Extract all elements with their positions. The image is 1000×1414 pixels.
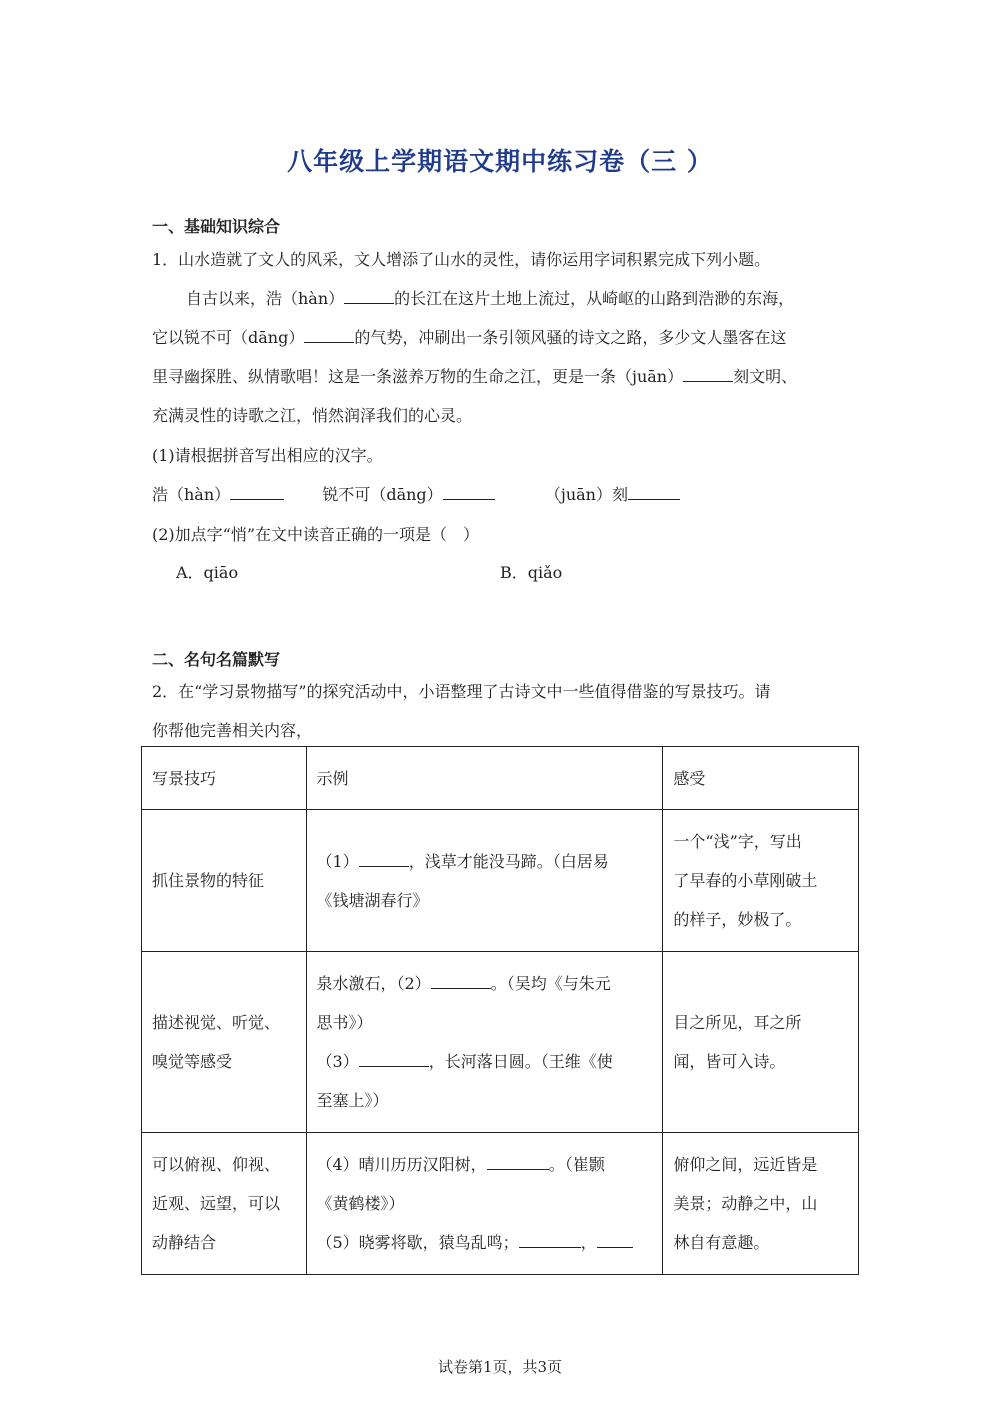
- cell-line: 闻，皆可入诗。: [673, 1052, 786, 1071]
- cell-line: 近观、远望，可以: [152, 1194, 281, 1213]
- table-row: [142, 810, 859, 952]
- writing-technique-table: [141, 746, 859, 1275]
- example-cell: [306, 810, 663, 952]
- passage-line-2: [152, 325, 842, 348]
- blank-line: [344, 289, 394, 304]
- passage-text: 的长江在这片土地上流过，从崎岖的山路到浩渺的东海，: [394, 289, 795, 308]
- sub1-item-2: 锐不可（dāng）: [322, 485, 443, 504]
- page-footer: 试卷第1页，共3页: [437, 1358, 563, 1376]
- passage-line-3: [152, 364, 842, 387]
- cell-line: 美景；动静之中，山: [673, 1194, 818, 1213]
- cell-text: （1）: [316, 851, 359, 871]
- cell-line: 至塞上》）: [316, 1091, 389, 1110]
- cell-text: ，: [580, 1233, 597, 1252]
- technique-cell: [142, 810, 307, 952]
- sub1-prompt: (1)请根据拼音写出相应的汉字。: [152, 446, 383, 465]
- section2-heading: 二、名句名篇默写: [152, 650, 281, 669]
- cell-text: ，长河落日圆。（王维《使: [428, 1052, 613, 1071]
- cell-line: 俯仰之间，远近皆是: [673, 1155, 818, 1174]
- cell-line: 抓住景物的特征: [152, 871, 265, 890]
- cell-line: [317, 1145, 653, 1184]
- answer-blank: [359, 852, 409, 867]
- cell-line: 动静结合: [152, 1233, 217, 1252]
- section1-heading: 一、基础知识综合: [152, 217, 281, 236]
- sub1-item-1: 浩（hàn）: [152, 485, 231, 504]
- header-example: 示例: [306, 747, 663, 810]
- cell-text: ，浅草才能没马蹄。（白居易: [408, 851, 609, 871]
- cell-line: 目之所见，耳之所: [673, 1013, 802, 1032]
- question2-line-1: 2．在“学习景物描写”的探究活动中，小语整理了古诗文中一些值得借鉴的写景技巧。请: [152, 682, 771, 701]
- passage-line-1: [186, 286, 876, 309]
- passage-text: 里寻幽探胜、纵情歌唱！这是一条滋养万物的生命之江，更是一条（juān）: [152, 367, 684, 386]
- cell-line: 一个“浅”字，写出: [673, 832, 802, 851]
- table-row: [142, 1133, 859, 1275]
- table-row: [142, 952, 859, 1133]
- answer-blank: [431, 974, 491, 989]
- cell-text: （4）晴川历历汉阳树，: [316, 1155, 487, 1174]
- sub1-answers: [152, 482, 680, 505]
- cell-line: 了早春的小草刚破土: [673, 871, 818, 890]
- passage-text: 的气势，冲刷出一条引领风骚的诗文之路，多少文人墨客在这: [354, 328, 787, 347]
- header-feeling: 感受: [663, 747, 859, 810]
- answer-blank: [443, 485, 495, 500]
- feeling-cell: [663, 810, 859, 952]
- page-title: 八年级上学期语文期中练习卷（三 ）: [287, 147, 713, 176]
- cell-line: 描述视觉、听觉、: [152, 1013, 281, 1032]
- cell-text: 。（崔颢: [548, 1155, 605, 1174]
- example-cell: [306, 952, 663, 1133]
- example-cell: [306, 1133, 663, 1275]
- answer-blank: [597, 1233, 633, 1248]
- sub2-prompt: (2)加点字“悄”在文中读音正确的一项是（ ）: [152, 525, 480, 544]
- blank-line: [304, 328, 354, 343]
- cell-text: 。（吴均《与朱元: [490, 974, 611, 993]
- cell-line: [317, 1042, 653, 1081]
- cell-text: （5）晓雾将歇，猿鸟乱鸣；: [316, 1233, 519, 1252]
- answer-blank: [230, 485, 284, 500]
- blank-line: [683, 367, 733, 382]
- cell-line: 林自有意趣。: [673, 1233, 770, 1252]
- answer-blank: [519, 1233, 581, 1248]
- answer-blank: [628, 485, 680, 500]
- answer-blank: [487, 1155, 549, 1170]
- question1-intro: 1．山水造就了文人的风采，文人增添了山水的灵性，请你运用字词积累完成下列小题。: [152, 250, 771, 269]
- cell-line: 《钱塘湖春行》: [316, 890, 429, 910]
- cell-line: 嗅觉等感受: [152, 1052, 233, 1071]
- feeling-cell: [663, 1133, 859, 1275]
- passage-text: 刻文明、: [733, 367, 798, 386]
- cell-text: （3）: [316, 1052, 359, 1071]
- feeling-cell: [663, 952, 859, 1133]
- table-header-row: [142, 747, 859, 810]
- option-b: B．qiǎo: [500, 563, 563, 582]
- cell-line: [317, 1223, 653, 1262]
- cell-text: 泉水激石，（2）: [316, 974, 431, 993]
- cell-line: [317, 842, 653, 881]
- cell-line: 思书》）: [316, 1013, 373, 1032]
- answer-blank: [359, 1052, 429, 1067]
- passage-line-4: 充满灵性的诗歌之江，悄然润泽我们的心灵。: [152, 406, 473, 425]
- header-technique: 写景技巧: [142, 747, 307, 810]
- cell-line: 的样子，妙极了。: [673, 910, 802, 929]
- question2-line-2: 你帮他完善相关内容，: [152, 721, 313, 740]
- sub1-item-3: （juān）刻: [544, 485, 628, 504]
- cell-line: 《黄鹤楼》）: [316, 1194, 405, 1213]
- technique-cell: [142, 1133, 307, 1275]
- option-a: A．qiāo: [176, 563, 239, 582]
- passage-text: 自古以来，浩（hàn）: [186, 289, 345, 308]
- technique-cell: [142, 952, 307, 1133]
- passage-text: 它以锐不可（dāng）: [152, 328, 305, 347]
- cell-line: 可以俯视、仰视、: [152, 1155, 281, 1174]
- cell-line: [317, 964, 653, 1003]
